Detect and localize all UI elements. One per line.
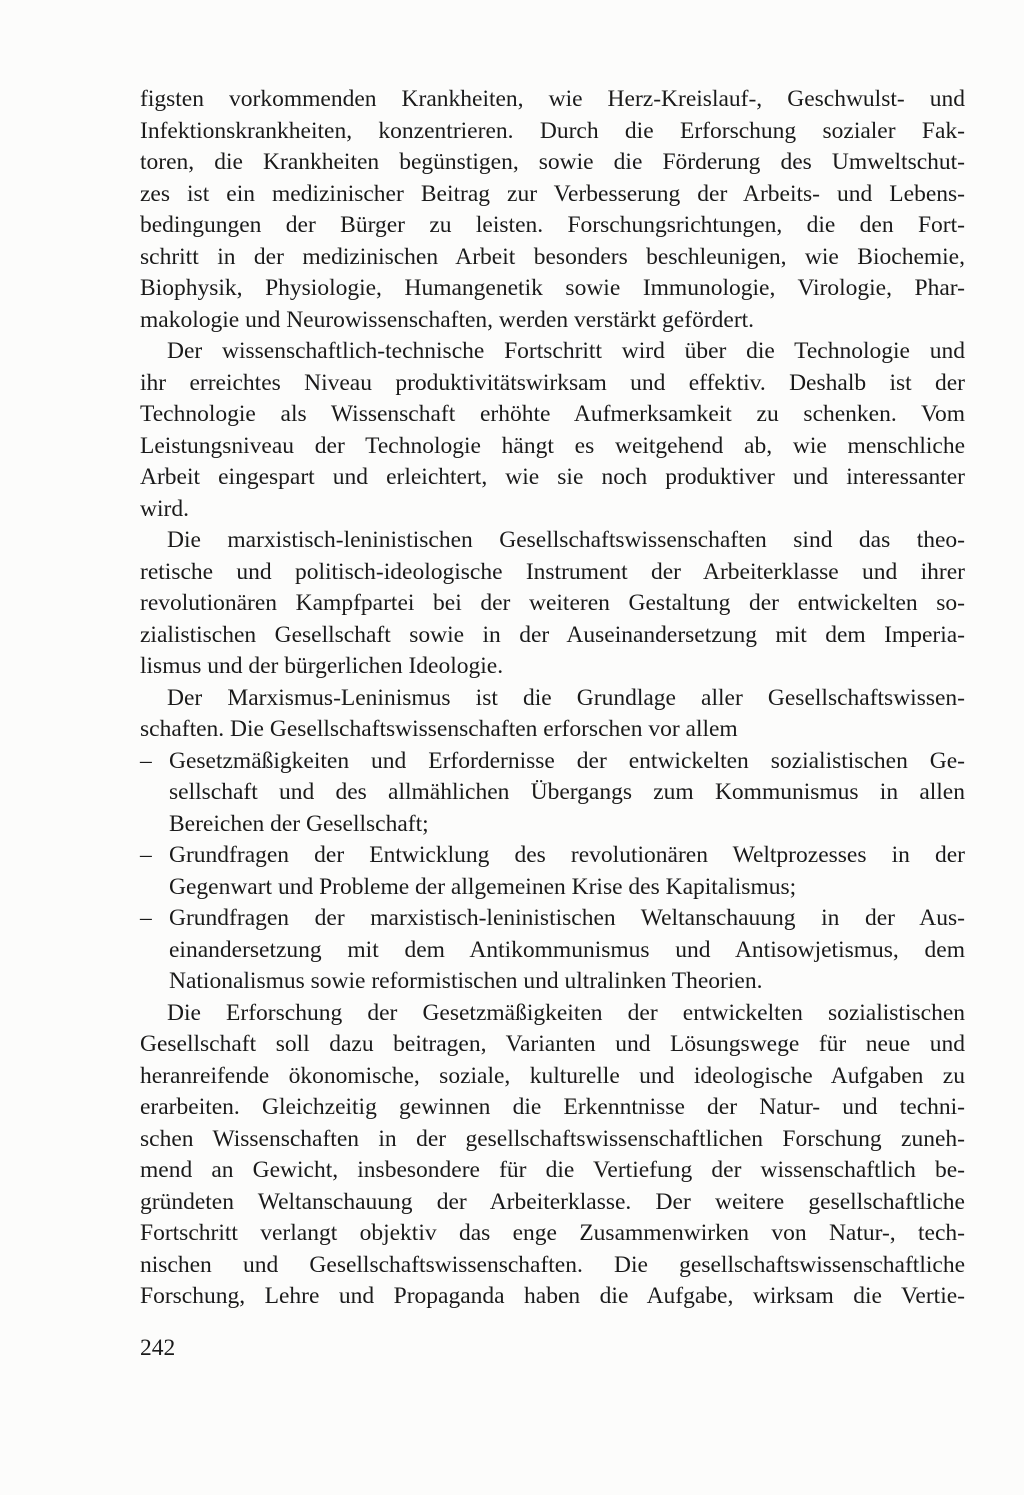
line-text: mend an Gewicht, insbesondere für die Vertiefung der wissenschaftlich be- (140, 1157, 965, 1183)
line-text: Grundfragen der marxistisch-leninistischen Weltanschauung in der Aus- (169, 905, 965, 931)
line-text: Technologie als Wissenschaft erhöhte Aufmerksamkeit zu schenken. Vom (140, 401, 965, 427)
line-text: toren, die Krankheiten begünstigen, sowie die Förderung des Umweltschut- (140, 149, 965, 175)
line-text: retische und politisch-ideologische Instrument der Arbeiterklasse und ihrer (140, 558, 965, 585)
line-text: lismus und der bürgerlichen Ideologie. (140, 653, 504, 679)
text-line (140, 683, 965, 715)
text-line (140, 714, 965, 746)
text-line (140, 620, 965, 652)
line-text: Biophysik, Physiologie, Humangenetik sowie Immunologie, Virologie, Phar- (140, 275, 965, 301)
line-text: nischen und Gesellschaftswissenschaften. Die gesellschaftswissenschaftliche (140, 1251, 965, 1278)
line-text: Die marxistisch-leninistischen Gesellschaftswissenschaften sind das theo- (167, 527, 965, 553)
text-line (140, 872, 965, 904)
text-line (140, 1281, 965, 1313)
line-text: wird. (140, 495, 189, 522)
line-text: schaften. Die Gesellschaftswissenschaften erforschen vor allem (140, 716, 738, 742)
line-text: Fortschritt verlangt objektiv das enge Zusammenwirken von Natur-, tech- (140, 1220, 965, 1246)
line-text: figsten vorkommenden Krankheiten, wie Herz-Kreislauf-, Geschwulst- und (140, 86, 965, 112)
text-line (140, 903, 965, 935)
list-dash: – (140, 747, 152, 774)
text-line (140, 840, 965, 872)
text-line (140, 116, 965, 148)
text-line (140, 777, 965, 809)
text-line (140, 462, 965, 494)
text-line (140, 84, 965, 116)
text-line (140, 336, 965, 368)
text-line (140, 1092, 965, 1124)
line-text: revolutionären Kampfpartei bei der weiteren Gestaltung der entwickelten so- (140, 590, 965, 616)
line-text: ihr erreichtes Niveau produktivitätswirksam und effektiv. Deshalb ist der (140, 369, 965, 396)
line-text: Die Erforschung der Gesetzmäßigkeiten der entwickelten sozialistischen (167, 999, 965, 1026)
line-text: Gesetzmäßigkeiten und Erfordernisse der entwickelten sozialistischen Ge- (169, 747, 965, 774)
text-line (140, 1029, 965, 1061)
text-line (140, 1061, 965, 1093)
text-line (140, 525, 965, 557)
text-line (140, 147, 965, 179)
line-text: Arbeit eingespart und erleichtert, wie sie noch produktiver und interessanter (140, 464, 965, 490)
text-line (140, 273, 965, 305)
text-line (140, 935, 965, 967)
text-line (140, 1187, 965, 1219)
page-number: 242 (140, 1335, 176, 1361)
line-text: heranreifende ökonomische, soziale, kulturelle und ideologische Aufgaben zu (140, 1062, 965, 1089)
text-line (140, 305, 965, 337)
line-text: Bereichen der Gesellschaft; (169, 810, 429, 837)
text-line (140, 368, 965, 400)
line-text: zialistischen Gesellschaft sowie in der Auseinandersetzung mit dem Imperia- (140, 621, 965, 648)
line-text: makologie und Neurowissenschaften, werden verstärkt gefördert. (140, 306, 755, 333)
line-text: sellschaft und des allmählichen Übergangs zum Kommunismus in allen (169, 779, 965, 805)
text-line (140, 588, 965, 620)
text-line (140, 1218, 965, 1250)
text-line (140, 1124, 965, 1156)
text-line (140, 210, 965, 242)
text-line (140, 998, 965, 1030)
text-line (140, 746, 965, 778)
text-line (140, 651, 965, 683)
text-line (140, 966, 965, 998)
text-line (140, 431, 965, 463)
text-line (140, 809, 965, 841)
line-text: schen Wissenschaften in der gesellschaftswissenschaftlichen Forschung zuneh- (140, 1125, 965, 1152)
text-line (140, 557, 965, 589)
text-line (140, 494, 965, 526)
text-line (140, 242, 965, 274)
list-dash: – (140, 842, 152, 868)
text-line (140, 1155, 965, 1187)
text-line (140, 1250, 965, 1282)
line-text: erarbeiten. Gleichzeitig gewinnen die Erkenntnisse der Natur- und techni- (140, 1094, 965, 1120)
line-text: Der wissenschaftlich-technische Fortschritt wird über die Technologie und (167, 338, 965, 364)
text-line (140, 399, 965, 431)
line-text: zes ist ein medizinischer Beitrag zur Verbesserung der Arbeits- und Lebens- (140, 180, 965, 207)
text-line (140, 179, 965, 211)
body-text (140, 84, 965, 1313)
line-text: schritt in der medizinischen Arbeit besonders beschleunigen, wie Biochemie, (140, 243, 965, 270)
line-text: Infektionskrankheiten, konzentrieren. Durch die Erforschung sozialer Fak- (140, 117, 965, 144)
line-text: Gesellschaft soll dazu beitragen, Varianten und Lösungswege für neue und (140, 1031, 965, 1057)
line-text: Forschung, Lehre und Propaganda haben die Aufgabe, wirksam die Vertie- (140, 1283, 965, 1309)
line-text: gründeten Weltanschauung der Arbeiterklasse. Der weitere gesellschaftliche (140, 1188, 965, 1215)
list-dash: – (140, 905, 152, 931)
line-text: Der Marxismus-Leninismus ist die Grundlage aller Gesellschaftswissen- (167, 684, 965, 711)
line-text: Leistungsniveau der Technologie hängt es weitgehend ab, wie menschliche (140, 432, 965, 459)
line-text: Grundfragen der Entwicklung des revolutionären Weltprozesses in der (169, 842, 965, 868)
line-text: Gegenwart und Probleme der allgemeinen Krise des Kapitalismus; (169, 873, 797, 900)
line-text: einandersetzung mit dem Antikommunismus und Antisowjetismus, dem (169, 936, 965, 963)
line-text: bedingungen der Bürger zu leisten. Forschungsrichtungen, die den Fort- (140, 212, 965, 238)
line-text: Nationalismus sowie reformistischen und ultralinken Theorien. (169, 968, 763, 994)
